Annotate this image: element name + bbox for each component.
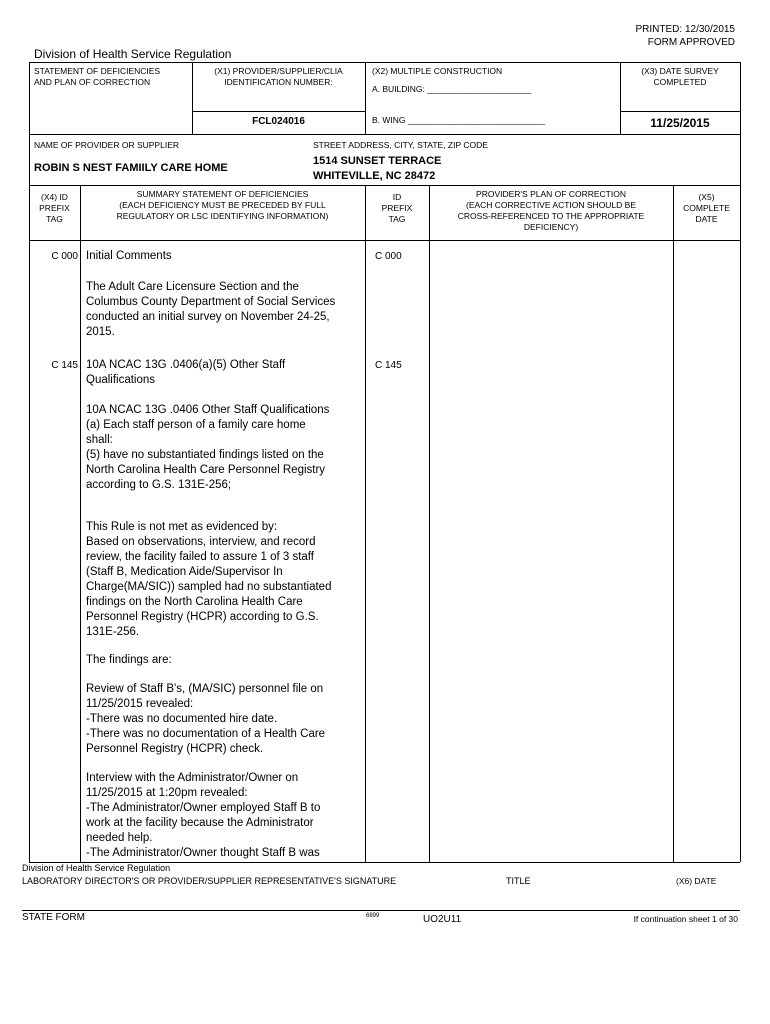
plan-label-3: CROSS-REFERENCED TO THE APPROPRIATE: [457, 211, 645, 221]
tag-c145-left: C 145: [51, 360, 78, 371]
x5-label-3: DATE: [695, 214, 718, 224]
x5-label-1: (X5): [698, 192, 715, 202]
summary-label-2: (EACH DEFICIENCY MUST BE PRECEDED BY FULL: [119, 200, 326, 210]
x2-building: A. BUILDING: ______________________: [372, 84, 532, 94]
x5-label-2: COMPLETE: [683, 203, 730, 213]
address-label: STREET ADDRESS, CITY, STATE, ZIP CODE: [313, 140, 488, 150]
tag-c145-right: C 145: [375, 360, 402, 371]
rule-text-paragraph: 10A NCAC 13G .0406 Other Staff Qualifications (a) Each staff person of a family care home shall: (5) have no substantiated findings listed on the North Carolina Health Care Personnel Registry according to G.S. 131E-256;: [86, 404, 330, 491]
x4-label-3: TAG: [46, 214, 63, 224]
form-approved: FORM APPROVED: [647, 37, 735, 48]
address-line-1: 1514 SUNSET TERRACE: [313, 155, 442, 167]
provider-name: ROBIN S NEST FAMIILY CARE HOME: [34, 162, 228, 174]
summary-label-1: SUMMARY STATEMENT OF DEFICIENCIES: [136, 189, 309, 199]
survey-intro-paragraph: The Adult Care Licensure Section and the Columbus County Department of Social Services conducted an initial survey on November 24-25, 2015.: [86, 281, 336, 338]
statement-label-2: AND PLAN OF CORRECTION: [34, 77, 151, 87]
provider-id-number: FCL024016: [252, 116, 305, 127]
plan-label-4: DEFICIENCY): [523, 222, 579, 232]
personnel-file-paragraph: Review of Staff B's, (MA/SIC) personnel file on 11/25/2015 revealed: -There was no documented hire date. -There was no documentation of a Health Care Personnel Registry (HCPR) check.: [86, 683, 326, 755]
continuation-sheet: If continuation sheet 1 of 30: [633, 914, 738, 924]
tag-c000-left: C 000: [51, 251, 78, 262]
x3-label-1: (X3) DATE SURVEY: [641, 66, 719, 76]
x1-label-2: IDENTIFICATION NUMBER:: [224, 77, 333, 87]
footer-division: Division of Health Service Regulation: [22, 863, 171, 873]
x2-label: (X2) MULTIPLE CONSTRUCTION: [372, 66, 503, 76]
rule-not-met-paragraph: This Rule is not met as evidenced by: Based on observations, interview, and record review, the facility failed to assure 1 of 3 staff (Staff B, Medication Aide/Supervisor In Charge(MA/SIC)) sampled had no substantiated findings on the North Carolina Health Care Personnel Registry (HCPR) according to G.S. 131E-256.: [86, 521, 332, 638]
printed-date: PRINTED: 12/30/2015: [635, 24, 735, 35]
plan-label-2: (EACH CORRECTIVE ACTION SHOULD BE: [465, 200, 637, 210]
statement-label-1: STATEMENT OF DEFICIENCIES: [34, 66, 161, 76]
initial-comments-heading: Initial Comments: [86, 250, 172, 262]
x2-wing: B. WING _____________________________: [372, 115, 545, 125]
summary-label-3: REGULATORY OR LSC IDENTIFYING INFORMATION): [116, 211, 329, 221]
x4-label-2: PREFIX: [39, 203, 70, 213]
state-form-label: STATE FORM: [22, 912, 85, 923]
title-label: TITLE: [506, 876, 531, 886]
event-id: UO2U11: [423, 914, 462, 925]
survey-completed-date: 11/25/2015: [650, 116, 710, 130]
x3-label-2: COMPLETED: [653, 77, 707, 87]
provider-name-label: NAME OF PROVIDER OR SUPPLIER: [34, 140, 179, 150]
address-line-2: WHITEVILLE, NC 28472: [313, 170, 436, 182]
x4-label-1: (X4) ID: [41, 192, 68, 202]
signature-label: LABORATORY DIRECTOR'S OR PROVIDER/SUPPLIER REPRESENTATIVE'S SIGNATURE: [22, 876, 397, 886]
x1-label-1: (X1) PROVIDER/SUPPLIER/CLIA: [214, 66, 343, 76]
tag-c000-right: C 000: [375, 251, 402, 262]
x6-date-label: (X6) DATE: [676, 876, 717, 886]
id-label-3: TAG: [388, 214, 406, 224]
c145-rule-title: 10A NCAC 13G .0406(a)(5) Other Staff Qualifications: [86, 359, 286, 386]
plan-label-1: PROVIDER'S PLAN OF CORRECTION: [476, 189, 626, 199]
findings-heading: The findings are:: [86, 654, 172, 666]
form-number: 6899: [366, 913, 380, 919]
interview-paragraph: Interview with the Administrator/Owner on 11/25/2015 at 1:20pm revealed: -The Administrator/Owner employed Staff B to work at the facility because the Administrator needed help. -The Administrator/Owner thought Staff B was: [86, 772, 321, 859]
id-label-1: ID: [392, 192, 402, 202]
id-label-2: PREFIX: [381, 203, 413, 213]
division-title: Division of Health Service Regulation: [34, 47, 232, 61]
